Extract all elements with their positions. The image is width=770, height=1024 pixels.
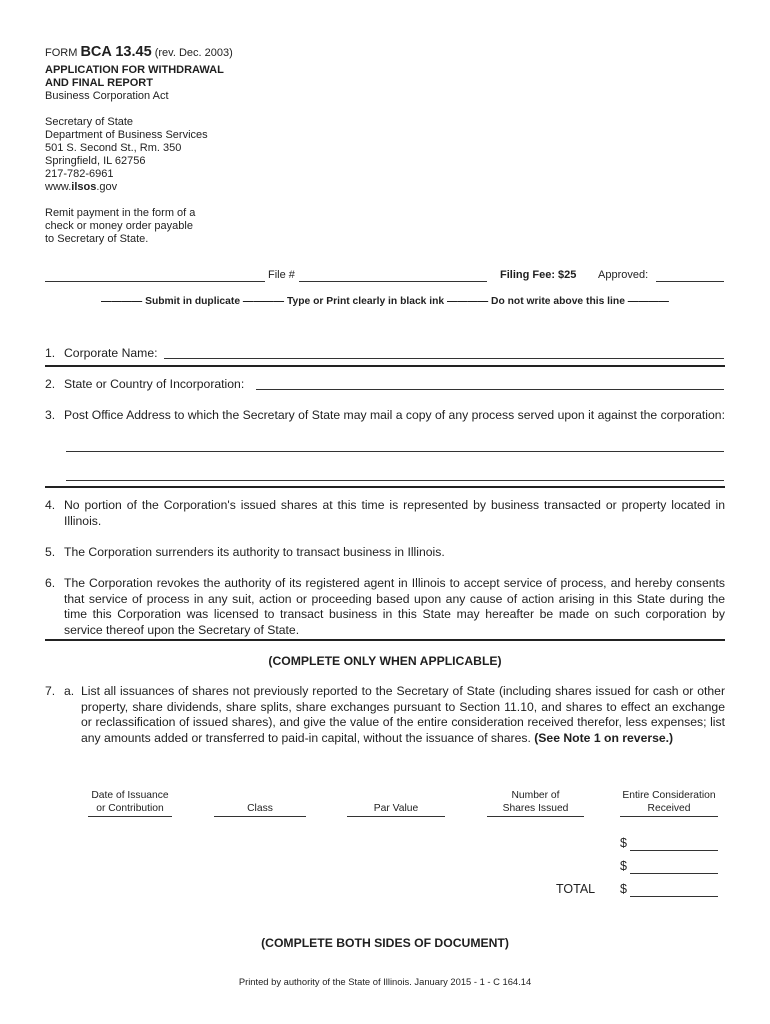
approved-field[interactable]	[656, 281, 724, 282]
surrender-authority-text: The Corporation surrenders its authority to transact business in Illinois.	[64, 545, 445, 559]
item-share-issuances	[45, 684, 725, 746]
post-office-address-text: Post Office Address to which the Secretary of State may mail a copy of any process served upon it against the corporation:	[64, 408, 725, 422]
col-header-date-line1: Date of Issuance	[91, 790, 169, 801]
form-title-line1: APPLICATION FOR WITHDRAWAL	[45, 64, 224, 76]
consideration-total-field[interactable]	[630, 896, 718, 897]
item-number: 1.	[45, 346, 56, 360]
item-number: 4.	[45, 498, 56, 512]
consideration-field-2[interactable]	[630, 873, 718, 874]
office-line1: Secretary of State	[45, 116, 134, 128]
currency-sign: $	[620, 836, 627, 850]
act-name: Business Corporation Act	[45, 90, 169, 102]
total-label: TOTAL	[556, 882, 596, 896]
office-use-blank-1[interactable]	[45, 281, 265, 282]
form-id	[45, 46, 233, 60]
address-field-line2[interactable]	[66, 480, 724, 481]
item-no-portion	[45, 498, 725, 529]
address-field-line1[interactable]	[66, 451, 724, 452]
col-header-shares-issued	[487, 789, 584, 817]
item-revoke-agent	[45, 576, 725, 638]
section-divider	[45, 365, 725, 367]
col-header-class	[214, 802, 306, 817]
address-line2: Springfield, IL 62756	[45, 155, 146, 167]
office-line2: Department of Business Services	[45, 129, 208, 141]
remit-line2: check or money order payable	[45, 220, 193, 232]
phone-number: 217-782-6961	[45, 168, 114, 180]
col-header-date	[88, 789, 172, 817]
col-header-shares-line2: Shares Issued	[502, 803, 569, 814]
corporate-name-field[interactable]	[164, 358, 724, 359]
section-divider	[45, 639, 725, 641]
remit-line1: Remit payment in the form of a	[45, 207, 196, 219]
col-header-par-value	[347, 802, 445, 817]
form-number: BCA 13.45	[80, 44, 152, 60]
col-header-class-label: Class	[247, 803, 273, 814]
website-domain: ilsos	[71, 181, 97, 193]
form-title-line2: AND FINAL REPORT	[45, 77, 153, 89]
no-portion-text: No portion of the Corporation's issued shares at this time is represented by business transacted or property located in Illinois.	[64, 498, 725, 528]
office-use-instructions: ———— Submit in duplicate ———— Type or Print clearly in black ink ———— Do not write above this line ————	[101, 296, 669, 307]
item-surrender-authority	[45, 545, 725, 561]
col-header-date-line2: or Contribution	[96, 803, 164, 814]
website-prefix: www.	[45, 181, 72, 193]
col-header-par-value-label: Par Value	[373, 803, 419, 814]
approved-label: Approved:	[598, 269, 649, 281]
item-number: 5.	[45, 545, 56, 559]
revoke-agent-text: The Corporation revokes the authority of its registered agent in Illinois to accept service of process, and hereby consents that service of process in any suit, action or proceeding based upon any cause of action arising in this State during the time this Corporation was licensed to transact business in this State may hereafter be made on such corporation by service thereof upon the Secretary of State.	[64, 576, 725, 637]
address-line1: 501 S. Second St., Rm. 350	[45, 142, 182, 154]
see-note-reference: (See Note 1 on reverse.)	[534, 730, 674, 745]
item-number: 3.	[45, 408, 56, 422]
currency-sign: $	[620, 882, 627, 896]
file-number-label: File #	[268, 269, 295, 281]
consideration-field-1[interactable]	[630, 850, 718, 851]
printed-by-footer: Printed by authority of the State of Illinois. January 2015 - 1 - C 164.14	[238, 976, 532, 987]
item-state-of-incorporation	[45, 377, 725, 393]
state-of-incorporation-field[interactable]	[256, 389, 724, 390]
item-sub-letter: a.	[64, 684, 75, 698]
item-post-office-address	[45, 408, 725, 424]
col-header-consideration-line2: Received	[647, 803, 691, 814]
col-header-consideration-line1: Entire Consideration	[622, 790, 716, 801]
complete-both-sides-notice: (COMPLETE BOTH SIDES OF DOCUMENT)	[261, 936, 509, 950]
col-header-consideration	[620, 789, 718, 817]
applicable-heading: (COMPLETE ONLY WHEN APPLICABLE)	[268, 654, 502, 668]
item-number: 6.	[45, 576, 56, 590]
website	[45, 181, 117, 194]
item-number: 7.	[45, 684, 56, 698]
share-issuances-text: List all issuances of shares not previously reported to the Secretary of State (including shares issued for cash or other property, share dividends, share splits, share exchanges pursuant to Section 11.10, and shares to effect an exchange or reclassification of issued shares), and give the value of the entire consideration received therefor, less expenses; list any amounts added or transferred to paid-in capital, without the issuance of shares.	[81, 684, 725, 745]
website-suffix: .gov	[96, 181, 118, 193]
remit-line3: to Secretary of State.	[45, 233, 149, 245]
form-revision: (rev. Dec. 2003)	[154, 47, 233, 59]
currency-sign: $	[620, 859, 627, 873]
file-number-field[interactable]	[299, 281, 487, 282]
section-divider	[45, 486, 725, 488]
col-header-shares-line1: Number of	[511, 790, 560, 801]
state-of-incorporation-label: State or Country of Incorporation:	[64, 377, 245, 391]
corporate-name-label: Corporate Name:	[64, 346, 158, 360]
item-number: 2.	[45, 377, 56, 391]
filing-fee-label: Filing Fee: $25	[500, 269, 577, 281]
form-prefix: FORM	[45, 47, 78, 59]
item-corporate-name	[45, 346, 725, 362]
